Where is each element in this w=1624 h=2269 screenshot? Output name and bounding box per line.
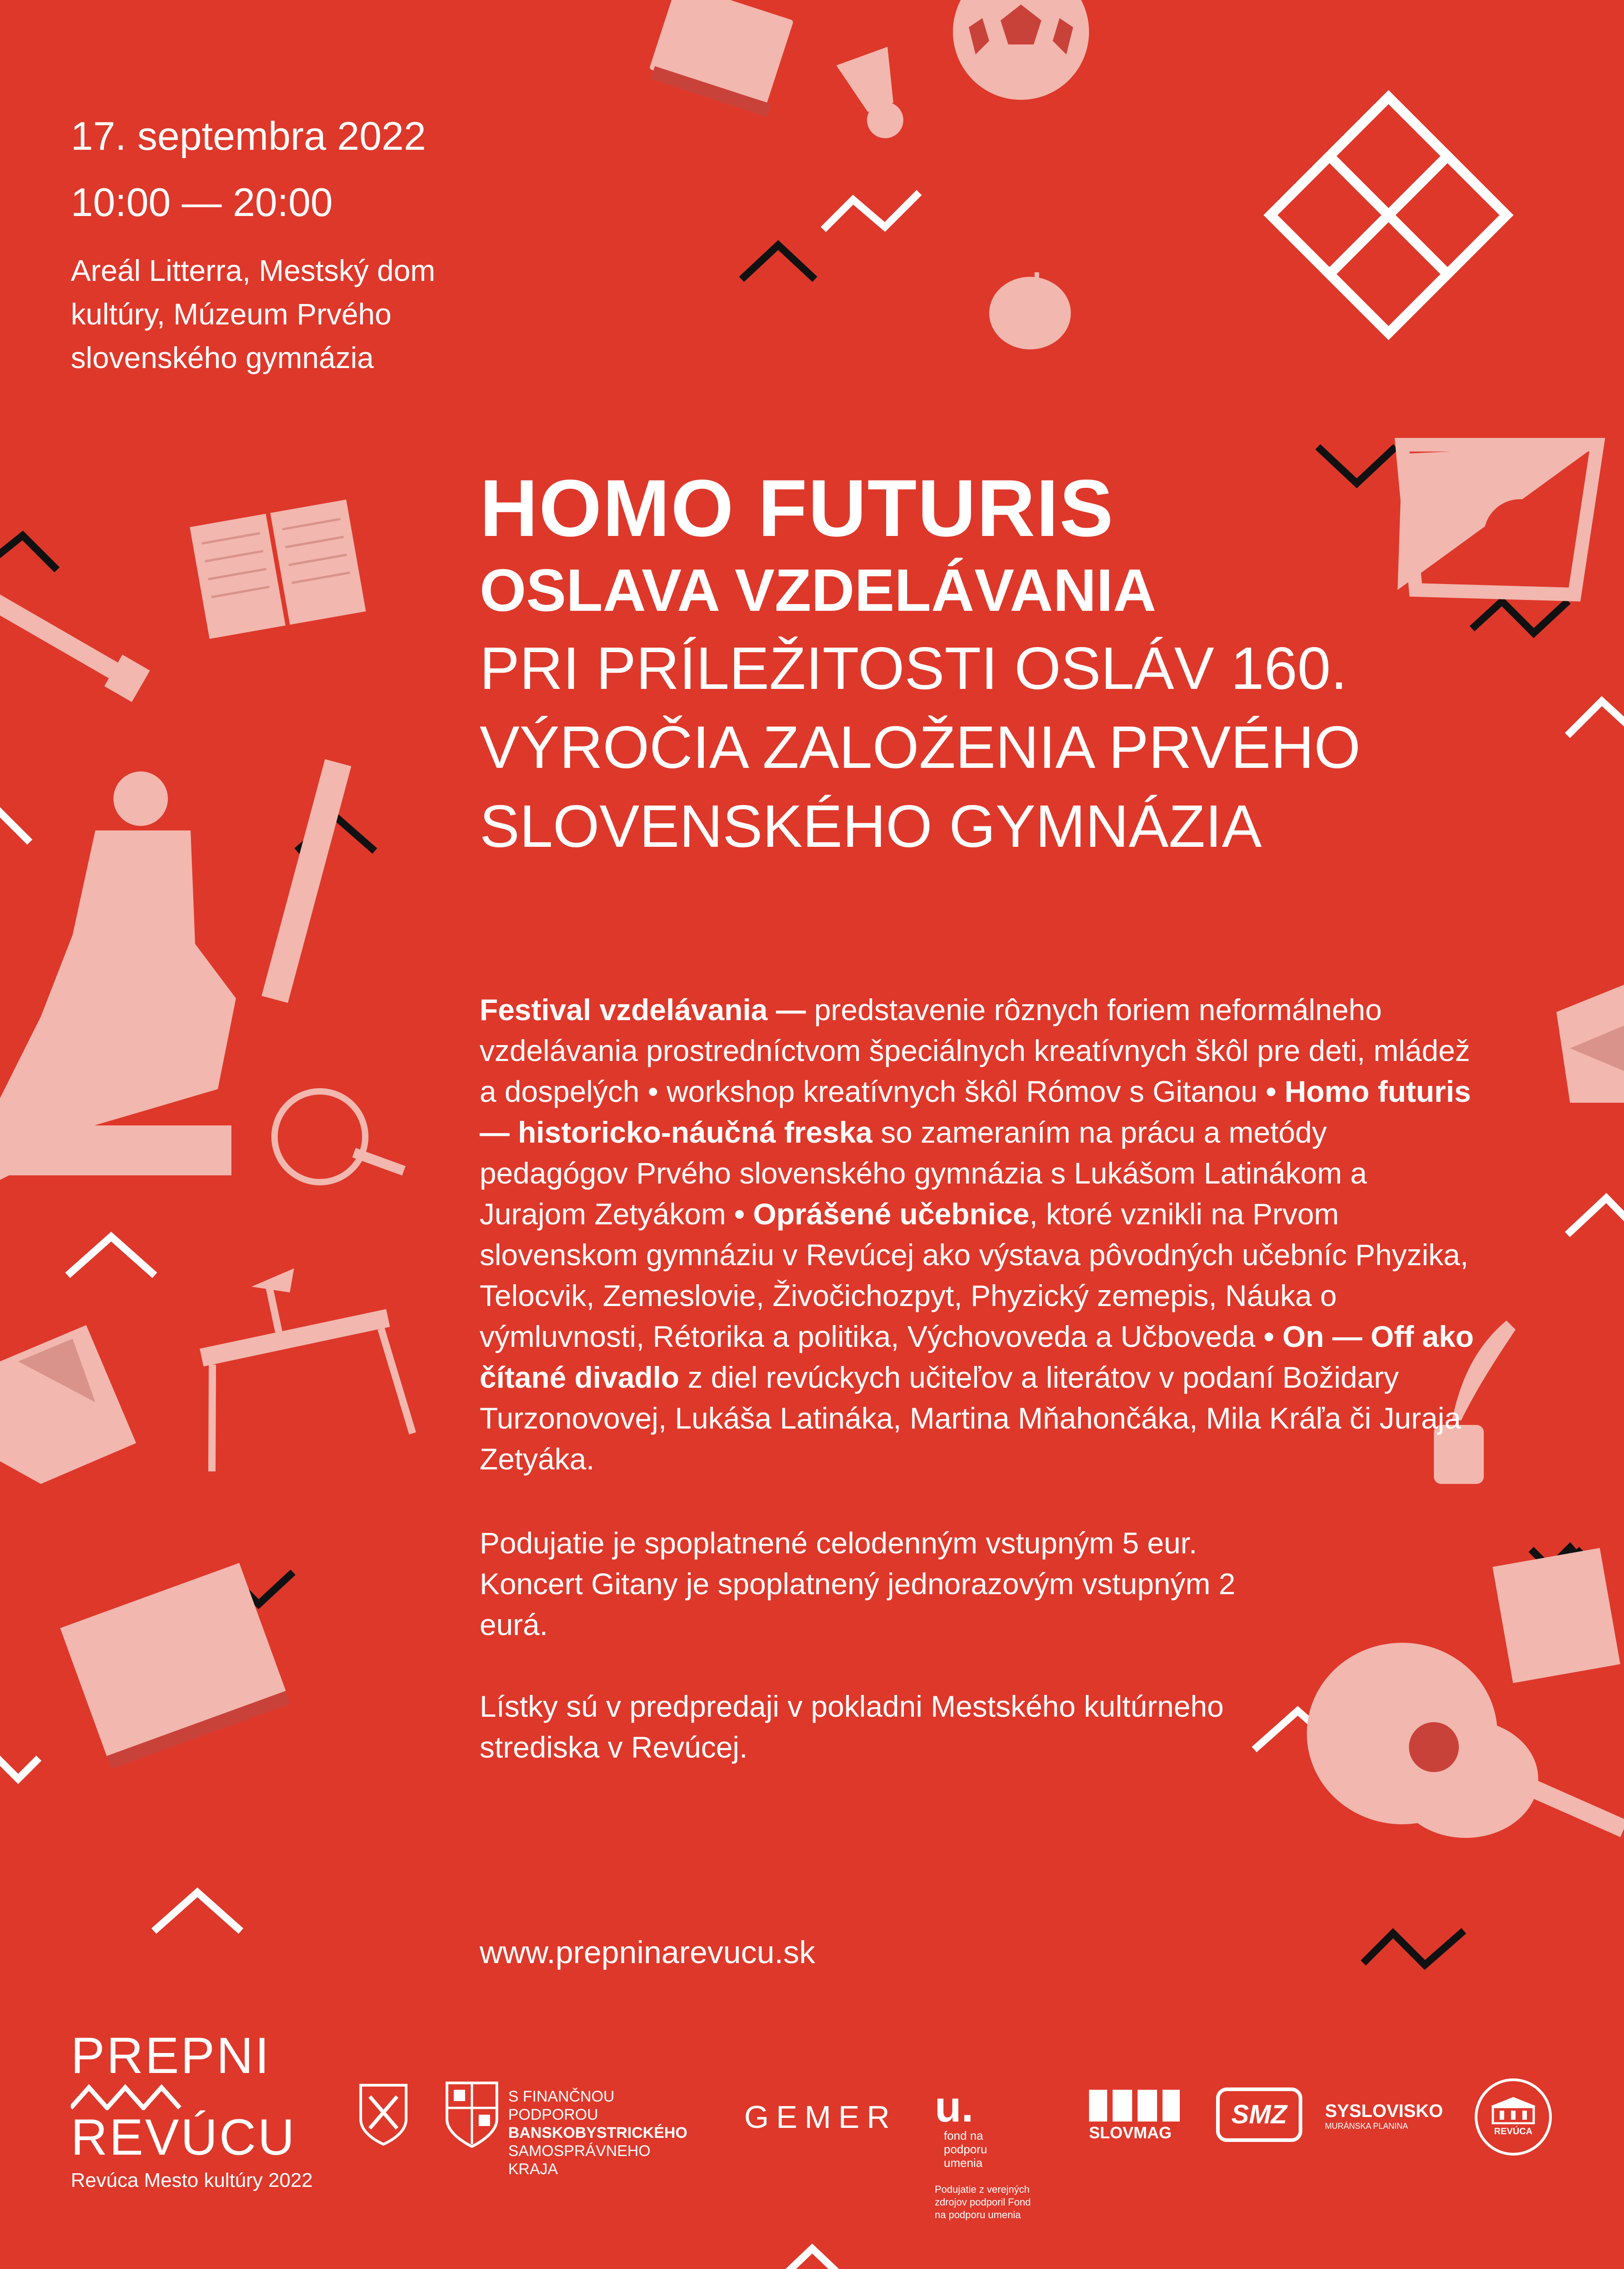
- soccer-ball-icon: [953, 0, 1089, 100]
- statue-icon: [0, 771, 236, 1180]
- chevron-diagonal-icon: [0, 812, 27, 840]
- notebook-icon: [646, 0, 798, 117]
- chevron-up-icon: [0, 535, 54, 567]
- brand-tagline: Revúca Mesto kultúry 2022: [71, 2169, 313, 2191]
- bbsk-line: S FINANČNOU PODPOROU: [508, 2088, 615, 2123]
- chevron-up-icon: [744, 245, 812, 277]
- gemer-logo: GEMER: [744, 2099, 897, 2135]
- chevron-up-icon: [1570, 701, 1624, 733]
- apple-icon: [989, 272, 1071, 349]
- notebook-icon: [60, 1563, 291, 1769]
- letter-icon: [1492, 1548, 1620, 1683]
- chevron-up-icon: [70, 1237, 152, 1273]
- bbsk-crest-icon: [445, 2081, 499, 2149]
- shuttlecock-icon: [836, 47, 917, 147]
- diamond-lattice-icon: [1271, 97, 1506, 333]
- page-subtitle: OSLAVA VZDELÁVANIA: [480, 557, 1157, 624]
- museum-logo: [1475, 2078, 1552, 2156]
- program-highlight: • On — Off ako čítané divadlo: [480, 1320, 1474, 1394]
- smz-logo: [1216, 2087, 1302, 2142]
- zigzag-icon: [826, 195, 917, 227]
- program-highlight: • Oprášené učebnice: [734, 1197, 1030, 1231]
- museum-label: REVÚCA: [1494, 2127, 1533, 2136]
- fpu-note: Podujatie z verejných zdrojov podporil Fond na podporu umenia: [935, 2184, 1031, 2220]
- program-description: [480, 989, 1478, 1479]
- tickets-info: Lístky sú v predpredaji v pokladni Mestského kultúrneho strediska v Revúcej.: [480, 1689, 1224, 1764]
- chevron-diagonal-icon: [0, 1761, 36, 1779]
- fpu-logo: [935, 2082, 1039, 2221]
- brand-logo: [71, 2028, 313, 2192]
- program-highlight: Festival vzdelávania —: [480, 993, 806, 1026]
- guitar-icon: [1307, 1643, 1624, 1838]
- bbsk-text: [508, 2087, 687, 2178]
- envelope-stack-icon: [1556, 985, 1624, 1103]
- slovmag-mark-icon: [1089, 2090, 1180, 2122]
- fpu-mark: u.: [935, 2082, 974, 2131]
- open-book-icon: [190, 500, 366, 639]
- smz-label: SMZ: [1231, 2100, 1287, 2129]
- revuca-crest-icon: [358, 2083, 408, 2146]
- occasion-line: VÝROČIA ZALOŽENIA PRVÉHO: [480, 714, 1361, 781]
- event-venue: Areál Litterra, Mestský dom kultúry, Múzeum Prvého slovenského gymnázia: [71, 254, 436, 374]
- occasion-line: SLOVENSKÉHO GYMNÁZIA: [480, 793, 1262, 859]
- program-text: , ktoré vznikli na Prvom slovenskom gymnáziu v Revúcej ako výstava pôvodných učebníc Phyzika, Telocvik, Zemeslovie, Živočichozpyt, Phyzický zemepis, Náuka o výmluvnosti, Rétorika a politika, Výchovoveda a Učboveda: [480, 1197, 1469, 1353]
- bbsk-line: SAMOSPRÁVNEHO KRAJA: [508, 2142, 651, 2178]
- event-date: 17. septembra 2022: [71, 113, 426, 158]
- fpu-name: fond na podporu umenia: [944, 2129, 987, 2170]
- guitar-neck-icon: [0, 587, 150, 702]
- envelope-stack-icon: [0, 1325, 136, 1484]
- slovmag-label: SLOVMAG: [1089, 2123, 1172, 2142]
- syslovisko-sub: MURÁNSKA PLANINA: [1325, 2122, 1408, 2131]
- headline-block: [480, 463, 1523, 866]
- magnifying-glass-icon: [275, 1091, 404, 1182]
- slovmag-logo: [1089, 2090, 1180, 2142]
- event-time: 10:00 — 20:00: [71, 180, 333, 225]
- program-highlight: • Homo futuris — historicko-náučná freska: [480, 1075, 1471, 1149]
- program-text: z diel revúckych učiteľov a literátov v podaní Božidary Turzonovovej, Lukáša Latináka, Martina Mňahončáka, Mila Kráľa či Juraja Zetyáka.: [480, 1360, 1461, 1476]
- website-link[interactable]: www.prepninarevucu.sk: [480, 1935, 815, 1970]
- program-text: predstavenie rôznych foriem neformálneho vzdelávania prostredníctvom špeciálnych kreatívnych škôl pre deti, mládež a dospelých • workshop kreatívnych škôl Rómov s Gitanou: [480, 993, 1470, 1108]
- chevron-up-icon: [776, 2249, 849, 2269]
- chevron-up-icon: [157, 1892, 238, 1929]
- syslovisko-label: SYSLOVISKO: [1325, 2101, 1443, 2121]
- syslovisko-logo: [1325, 2101, 1443, 2131]
- bbsk-line: BANSKOBYSTRICKÉHO: [508, 2124, 687, 2141]
- brand-wave-icon: [71, 2083, 189, 2110]
- brand-line-1: PREPNI: [71, 2027, 271, 2084]
- page-title: HOMO FUTURIS: [480, 463, 1114, 553]
- ruler-icon: [261, 759, 351, 1003]
- admission-info: Podujatie je spoplatnené celodenným vstupným 5 eur. Koncert Gitany je spoplatnený jednorazovým vstupným 2 eurá.: [480, 1526, 1236, 1641]
- brand-line-2: REVÚCU: [71, 2109, 296, 2166]
- occasion-line: PRI PRÍLEŽITOSTI OSLÁV 160.: [480, 635, 1348, 702]
- program-text: so zameraním na prácu a metódy pedagógov Prvého slovenského gymnázia s Lukášom Latinákom a Jurajom Zetyákom: [480, 1115, 1367, 1231]
- chevron-up-icon: [1570, 1198, 1624, 1232]
- museum-building-icon: [1491, 2097, 1536, 2124]
- desk-icon: [174, 1252, 412, 1476]
- zigzag-icon: [1366, 1933, 1461, 1965]
